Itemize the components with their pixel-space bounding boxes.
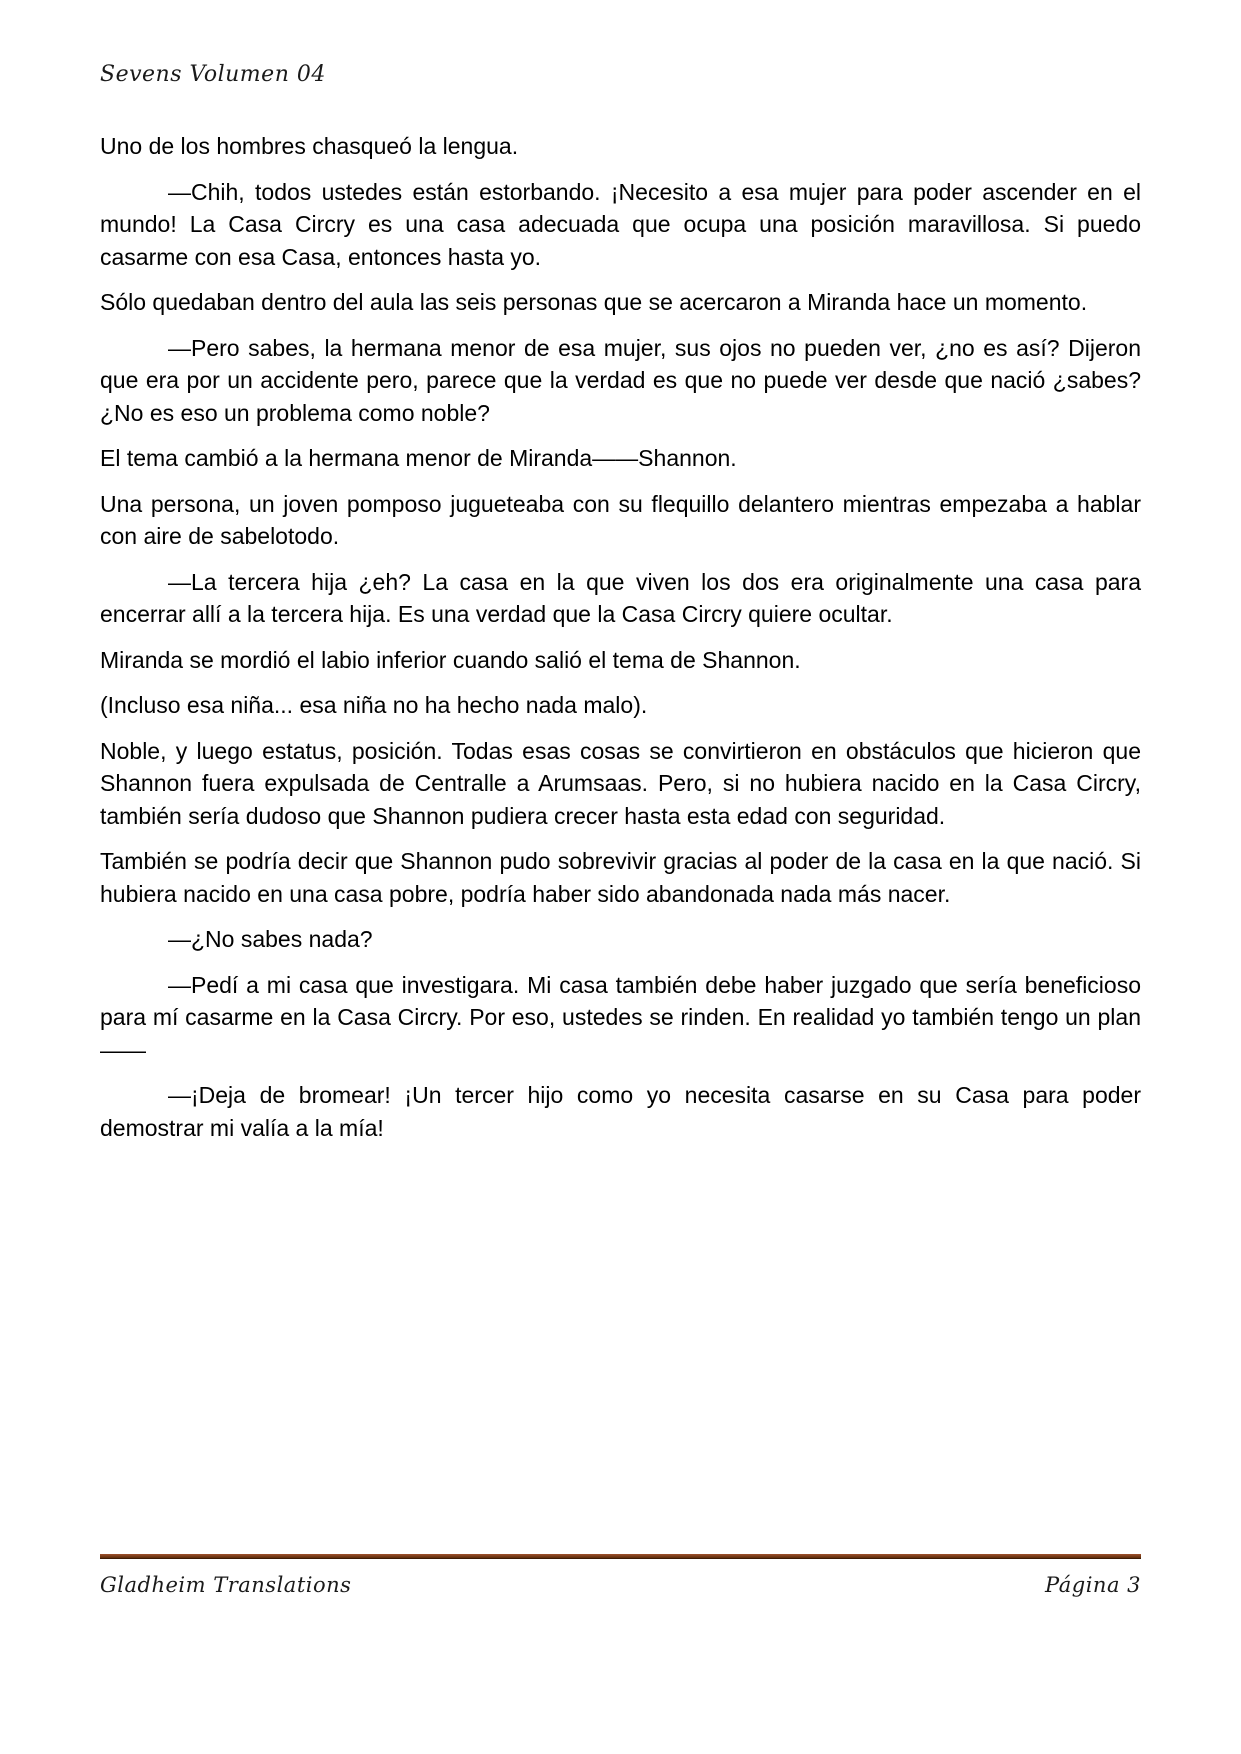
paragraph: —La tercera hija ¿eh? La casa en la que viven los dos era originalmente una casa para encerrar allí a la tercera hija. Es una verdad que la Casa Circry quiere ocultar. bbox=[100, 568, 1141, 627]
paragraph: Uno de los hombres chasqueó la lengua. bbox=[100, 133, 519, 159]
paragraph: También se podría decir que Shannon pudo sobrevivir gracias al poder de la casa en la que nació. Si hubiera nacido en una casa pobre, podría haber sido abandonada nada más nacer. bbox=[100, 848, 1141, 907]
document-body bbox=[100, 130, 1141, 1157]
footer-page-number: Página 3 bbox=[1045, 1573, 1141, 1597]
paragraph: —Pero sabes, la hermana menor de esa mujer, sus ojos no pueden ver, ¿no es así? Dijeron que era por un accidente pero, parece que la verdad es que no puede ver desde que nació ¿sabes? ¿No es eso un problema como noble? bbox=[100, 334, 1141, 426]
paragraph: (Incluso esa niña... esa niña no ha hecho nada malo). bbox=[100, 692, 648, 718]
paragraph: Noble, y luego estatus, posición. Todas esas cosas se convirtieron en obstáculos que hicieron que Shannon fuera expulsada de Centralle a Arumsaas. Pero, si no hubiera nacido en la Casa Circry, también sería dudoso que Shannon pudiera crecer hasta esta edad con seguridad. bbox=[100, 737, 1141, 829]
paragraph: Sólo quedaban dentro del aula las seis personas que se acercaron a Miranda hace un momento. bbox=[100, 289, 1088, 315]
paragraph: Una persona, un joven pomposo jugueteaba con su flequillo delantero mientras empezaba a hablar con aire de sabelotodo. bbox=[100, 490, 1141, 549]
header-title: Sevens Volumen 04 bbox=[100, 62, 326, 87]
paragraph: —Pedí a mi casa que investigara. Mi casa también debe haber juzgado que sería beneficioso para mí casarme en la Casa Circry. Por eso, ustedes se rinden. En realidad yo también tengo un plan—— bbox=[100, 971, 1141, 1063]
paragraph: Miranda se mordió el labio inferior cuando salió el tema de Shannon. bbox=[100, 646, 801, 673]
footer-translator-credit: Gladheim Translations bbox=[100, 1573, 352, 1597]
paragraph: —¡Deja de bromear! ¡Un tercer hijo como yo necesita casarse en su Casa para poder demostrar mi valía a la mía! bbox=[100, 1082, 1141, 1141]
paragraph: —¿No sabes nada? bbox=[168, 926, 373, 952]
paragraph: El tema cambió a la hermana menor de Miranda——Shannon. bbox=[100, 445, 737, 471]
footer-rule bbox=[100, 1554, 1141, 1559]
paragraph: —Chih, todos ustedes están estorbando. ¡Necesito a esa mujer para poder ascender en el mundo! La Casa Circry es una casa adecuada que ocupa una posición maravillosa. Si puedo casarme con esa Casa, entonces hasta yo. bbox=[100, 178, 1141, 270]
page-header bbox=[100, 62, 1141, 87]
page-footer bbox=[100, 1554, 1141, 1597]
